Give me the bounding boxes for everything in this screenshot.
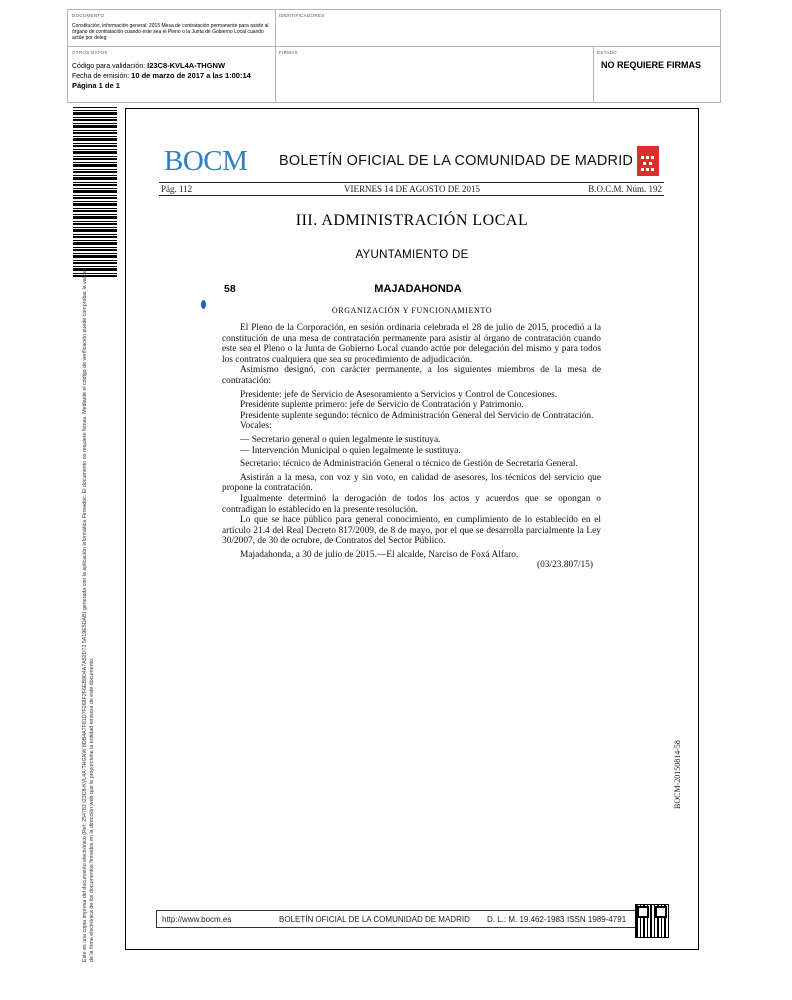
issue-date: VIERNES 14 DE AGOSTO DE 2015 xyxy=(343,184,481,194)
emission-date: 10 de marzo de 2017 a las 1:00:14 xyxy=(131,71,251,80)
subsection-title: ORGANIZACIÓN Y FUNCIONAMIENTO xyxy=(331,306,493,315)
list-item: — Intervención Municipal o quien legalmente le sustituya. xyxy=(240,445,461,456)
otros-datos-label: OTROS DATOS xyxy=(72,50,108,55)
paragraph: Igualmente determinó la derogación de todos los actos y acuerdos que se opongan o contradigan lo establecido en la presente resolución. xyxy=(222,493,601,515)
municipality-name: MAJADAHONDA xyxy=(374,283,462,295)
qr-code-icon xyxy=(635,904,669,938)
bulletin-title: BOLETÍN OFICIAL DE LA COMUNIDAD DE MADRID xyxy=(279,153,634,169)
firmas-label: FIRMAS xyxy=(279,50,298,55)
page-number: Pág. 112 xyxy=(161,184,193,194)
documento-description: Constitución, información general: 2015 Mesa de contratación permanente para asistir al órgano de contratación cuando este sea el Pleno o la Junta de Gobierno Local cuando actúe por deleg xyxy=(72,23,269,41)
paragraph: Presidente suplente primero: jefe de Servicio de Contratación y Patrimonio. xyxy=(240,400,524,411)
issue-number: B.O.C.M. Núm. 192 xyxy=(588,184,662,194)
estado-value: NO REQUIERE FIRMAS xyxy=(601,60,702,70)
identificadores-label: IDENTIFICADORES xyxy=(279,13,325,18)
documento-label: DOCUMENTO xyxy=(72,13,105,18)
fecha-label: Fecha de emisión: xyxy=(72,73,130,80)
document-header xyxy=(67,9,721,103)
firmas-cell xyxy=(279,50,579,55)
validation-code[interactable]: I23C8-KVL4A-THGNW xyxy=(147,61,226,70)
ayuntamiento-heading: AYUNTAMIENTO DE xyxy=(355,249,469,261)
footer-issn: ISSN 1989-4791 xyxy=(567,915,627,924)
madrid-flag-icon xyxy=(637,146,659,176)
section-title: III. ADMINISTRACIÓN LOCAL xyxy=(295,212,529,229)
identificadores-cell xyxy=(279,13,579,18)
paragraph: Asistirán a la mesa, con voz y sin voto, en calidad de asesores, los técnicos del servicio que propone la contratación. xyxy=(222,472,601,494)
entry-number: 58 xyxy=(224,283,236,295)
footer-url[interactable]: http://www.bocm.es xyxy=(162,915,232,924)
page-footer xyxy=(156,910,644,928)
paragraph: El Pleno de la Corporación, en sesión ordinaria celebrada el 28 de julio de 2015, procedió a la constitución de una mesa de contratación permanente para asistir al órgano de contratación cuando este sea el Pleno o la Junta de Gobierno Local cuando actúe por delegación del mismo y para todos los contratos cualquiera que sea su procedimiento de adjudicación. xyxy=(222,323,601,365)
otros-datos-cell xyxy=(72,50,272,91)
footer-legal-deposit: D. L.: M. 19.462-1983 xyxy=(487,915,565,924)
paragraph: Lo que se hace público para general conocimiento, en cumplimiento de lo establecido en el artículo 21.4 del Real Decreto 817/2009, de 8 de mayo, por el que se desarrolla parcialmente la Ley 30/2007, de 30 de octubre, de Contratos del Sector Público. xyxy=(222,515,601,547)
footer-title: BOLETÍN OFICIAL DE LA COMUNIDAD DE MADRID xyxy=(279,915,470,924)
reference-code: (03/23.807/15) xyxy=(537,560,593,571)
documento-cell xyxy=(72,13,272,41)
bocm-vertical-code: BOCM-20150814-58 xyxy=(673,740,682,809)
list-item: — Secretario general o quien legalmente le sustituya. xyxy=(240,434,441,445)
estado-cell xyxy=(597,50,717,70)
announcement-body xyxy=(222,323,601,571)
bocm-page xyxy=(125,108,699,950)
codigo-label: Código para validación: xyxy=(72,63,146,70)
barcode-image xyxy=(73,107,117,277)
paragraph: Presidente suplente segundo: técnico de Administración General del Servicio de Contratación. xyxy=(240,410,594,421)
paragraph: Presidente: jefe de Servicio de Asesoramiento a Servicios y Control de Concesiones. xyxy=(240,389,558,400)
page-count: Página 1 de 1 xyxy=(72,81,120,90)
verification-side-text: Este es una copia impresa del documento electrónico (Ref: 254782 I23C8-KVL4A-THGNW 8DB4A7F81D7F268F2F6EB9D4A7A52D72 5A19E5DAB) generada con la aplicación informática Firmadoc. El documento no requiere firmas. Mediante el código de verificación puede comprobar la validez de la firma electrónica de los documentos firmados en la dirección web que le proporcione la entidad emisora de este documento. xyxy=(82,267,95,962)
estado-label: ESTADO xyxy=(597,50,617,55)
paragraph: Secretario: técnico de Administración General o técnico de Gestión de Secretaría General. xyxy=(240,459,578,470)
paragraph: Vocales: xyxy=(240,421,272,432)
bocm-logo: BOCM xyxy=(164,145,248,177)
paragraph: Asimismo designó, con carácter permanente, a los siguientes miembros de la mesa de contratación: xyxy=(222,365,601,386)
signature-line: Majadahonda, a 30 de julio de 2015.—El alcalde, Narciso de Foxá Alfaro. xyxy=(240,549,519,560)
